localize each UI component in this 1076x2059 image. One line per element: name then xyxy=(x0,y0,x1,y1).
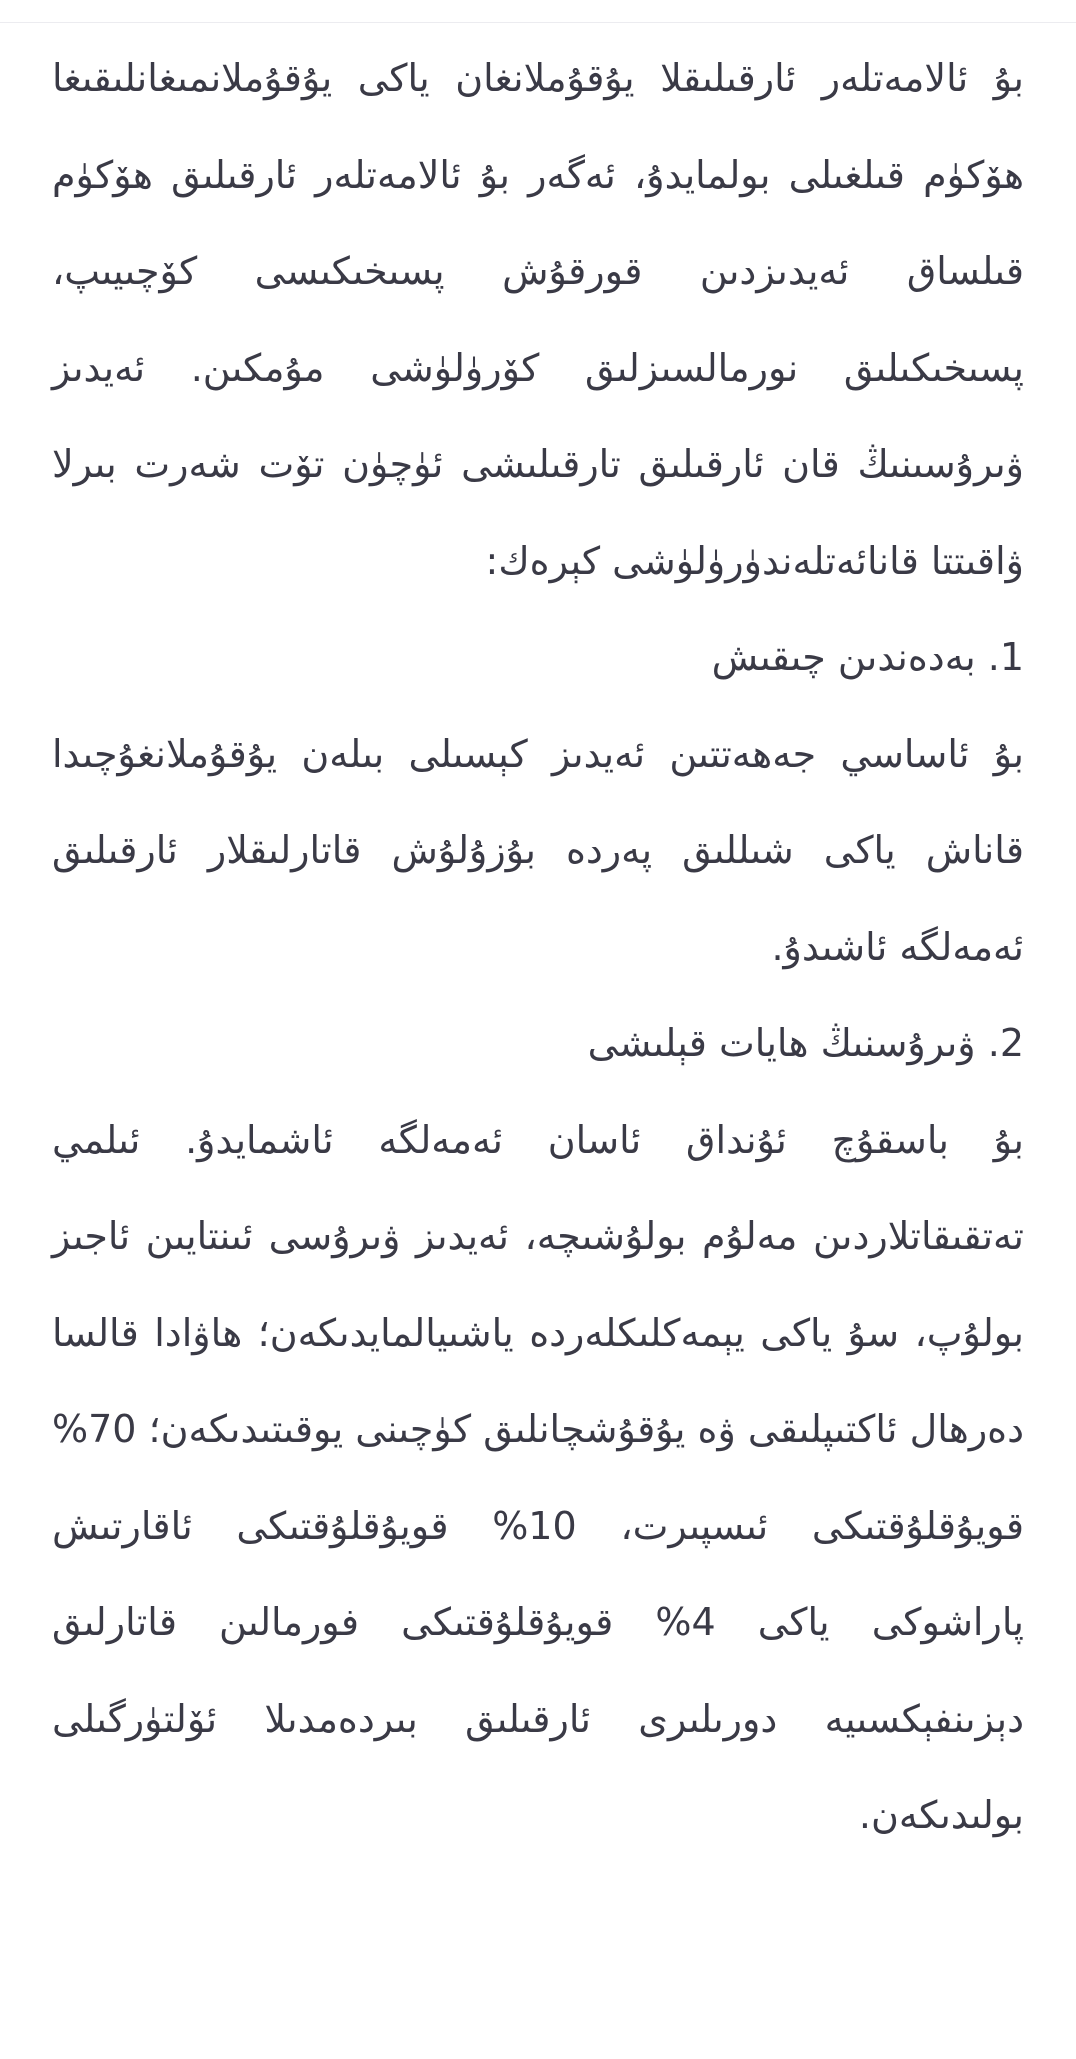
section-1-heading: 1. بەدەندىن چىقىش xyxy=(711,635,1024,679)
section-2-heading: 2. ۋىرۇسنىڭ ھايات قېلىشى xyxy=(587,1021,1024,1065)
intro-paragraph: بۇ ئالامەتلەر ئارقىلىقلا يۇقۇملانغان ياكى يۇقۇملانمىغانلىقىغا ھۆكۈم قىلغىلى بولمايدۇ، ئەگەر بۇ ئالامەتلەر ئارقىلىق ھۆكۈم قىلساق ئەيدىزدىن قورقۇش پسىخىكىسى كۆچىيىپ، پسىخىكىلىق نورمالسىزلىق كۆرۈلۈشى مۇمكىن. ئەيدىز ۋىرۇسىنىڭ قان ئارقىلىق تارقىلىشى ئۈچۈن تۆت شەرت بىرلا ۋاقىتتا قانائەتلەندۈرۈلۈشى كېرەك: xyxy=(52,56,1024,583)
top-divider xyxy=(0,22,1076,23)
section-2-paragraph: بۇ باسقۇچ ئۇنداق ئاسان ئەمەلگە ئاشمايدۇ. ئىلمي تەتقىقاتلاردىن مەلۇم بولۇشىچە، ئەيدىز ۋىرۇسى ئىنتايىن ئاجىز بولۇپ، سۇ ياكى يېمەكلىكلەردە ياشىيالمايدىكەن؛ ھاۋادا قالسا دەرھال ئاكتىپلىقى ۋە يۇقۇشچانلىق كۈچىنى يوقىتىدىكەن؛ 70% قويۇقلۇقتىكى ئىسپىرت، 10% قويۇقلۇقتىكى ئاقارتىش پاراشوكى ياكى 4% قويۇقلۇقتىكى فورمالىن قاتارلىق دېزىنفېكسىيە دورىلىرى ئارقىلىق بىردەمدىلا ئۆلتۈرگىلى بولىدىكەن. xyxy=(52,1117,1024,1837)
article-body xyxy=(52,30,1024,1864)
section-1-paragraph: بۇ ئاساسي جەھەتتىن ئەيدىز كېسىلى بىلەن يۇقۇملانغۇچىدا قاناش ياكى شىللىق پەردە بۇزۇلۇش قاتارلىقلار ئارقىلىق ئەمەلگە ئاشىدۇ. xyxy=(52,731,1024,969)
